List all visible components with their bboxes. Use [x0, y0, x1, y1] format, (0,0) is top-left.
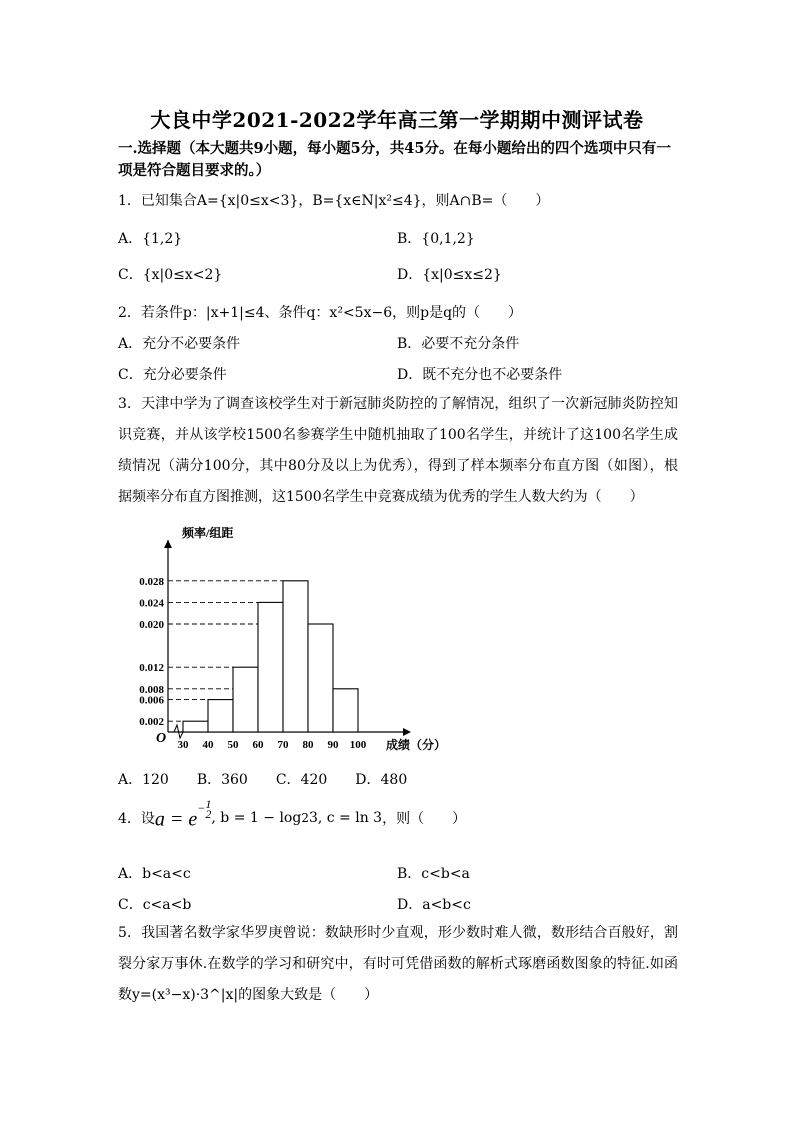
question-2-option-d: D．既不充分也不必要条件 [397, 367, 563, 383]
y-tick-label: 0.006 [139, 694, 164, 707]
origin-label: O [156, 731, 167, 746]
question-5-stem: 5．我国著名数学家华罗庚曾说：数缺形时少直观，形少数时难人微，数形结合百般好，割裂分家万事休.在数学的学习和研究中，有时可凭借函数的解析式琢磨函数图象的特征.如函数y=(x³−x)·3^|x|的图象大致是（ ） [118, 925, 678, 1003]
y-tick-label: 0.020 [139, 619, 164, 631]
x-tick-label: 60 [252, 739, 264, 751]
x-tick-label: 80 [302, 739, 314, 751]
y-tick-label: 0.008 [139, 683, 164, 696]
question-2-stem: 2．若条件p：|x+1|≤4、条件q：x²<5x−6，则p是q的（ ） [118, 305, 523, 321]
question-1-stem: 1．已知集合A={x|0≤x<3}，B={x∈N|x²≤4}，则A∩B=（ ） [118, 193, 550, 209]
x-axis-label: 成绩（分） [386, 738, 447, 752]
histogram-bar-40-50 [208, 700, 233, 732]
y-axis-arrow [164, 540, 172, 548]
histogram-bar-70-80 [283, 581, 308, 732]
question-2-option-a: A．充分不必要条件 [118, 336, 241, 352]
question-2-option-b: B．必要不充分条件 [397, 336, 520, 352]
question-4-stem: 4．设 $a = e^{-1 2}$ , b = 1 − log 2 3, c = ln 3 ，则（ ） [118, 797, 467, 831]
x-tick-label: 50 [227, 739, 239, 751]
question-4-formula: $a = e^{-1 2}$ [154, 797, 212, 831]
x-tick-label: 70 [277, 739, 289, 751]
histogram-bar-50-60 [233, 667, 258, 732]
y-tick-label: 0.012 [139, 662, 164, 675]
histogram-bar-30-40 [183, 721, 208, 732]
y-tick-label: 0.002 [139, 716, 164, 729]
question-4-option-a: A．b<a<c [118, 866, 191, 882]
x-tick-label: 40 [202, 739, 214, 751]
question-1-option-b: B．{0,1,2} [397, 231, 475, 247]
y-tick-label: 0.028 [139, 575, 164, 588]
question-1-option-c: C．{x|0≤x<2} [118, 267, 223, 283]
section-heading: 一.选择题（本大题共9小题，每小题5分，共45分。在每小题给出的四个选项中只有一项是符合题目要求的。） [118, 140, 671, 179]
question-1-option-d: D．{x|0≤x≤2} [397, 267, 502, 283]
frequency-histogram [128, 520, 458, 760]
histogram-bar-80-90 [308, 624, 333, 732]
question-4-suffix: ，则（ ） [382, 811, 467, 828]
question-4-option-d: D．a<b<c [397, 897, 471, 913]
question-2-option-c: C．充分必要条件 [118, 367, 227, 383]
question-4-option-c: C．c<a<b [118, 897, 192, 913]
histogram-bar-60-70 [258, 602, 283, 732]
x-axis-arrow [403, 728, 411, 736]
question-1-option-a: A．{1,2} [118, 231, 183, 247]
y-axis-label: 频率/组距 [182, 526, 234, 540]
x-tick-label: 100 [349, 739, 367, 751]
x-tick-label: 90 [327, 739, 339, 751]
question-3-options: A．120 B．360 C．420 D．480 [118, 772, 408, 788]
question-4-option-b: B．c<b<a [397, 866, 470, 882]
x-tick-label: 30 [177, 739, 189, 751]
histogram-bar-90-100 [333, 689, 358, 732]
page-title: 大良中学2021-2022学年高三第一学期期中测评试卷 [150, 108, 644, 132]
question-3-stem: 3．天津中学为了调查该校学生对于新冠肺炎防控的了解情况，组织了一次新冠肺炎防控知识竞赛，并从该学校1500名参赛学生中随机抽取了100名学生，并统计了这100名学生成绩情况（满分100分，其中80分及以上为优秀），得到了样本频率分布直方图（如图），根据频率分布直方图推测，这1500名学生中竞赛成绩为优秀的学生人数大约为（ ） [118, 396, 678, 505]
y-tick-label: 0.024 [139, 597, 164, 610]
question-4-prefix: 4．设 [118, 811, 155, 828]
